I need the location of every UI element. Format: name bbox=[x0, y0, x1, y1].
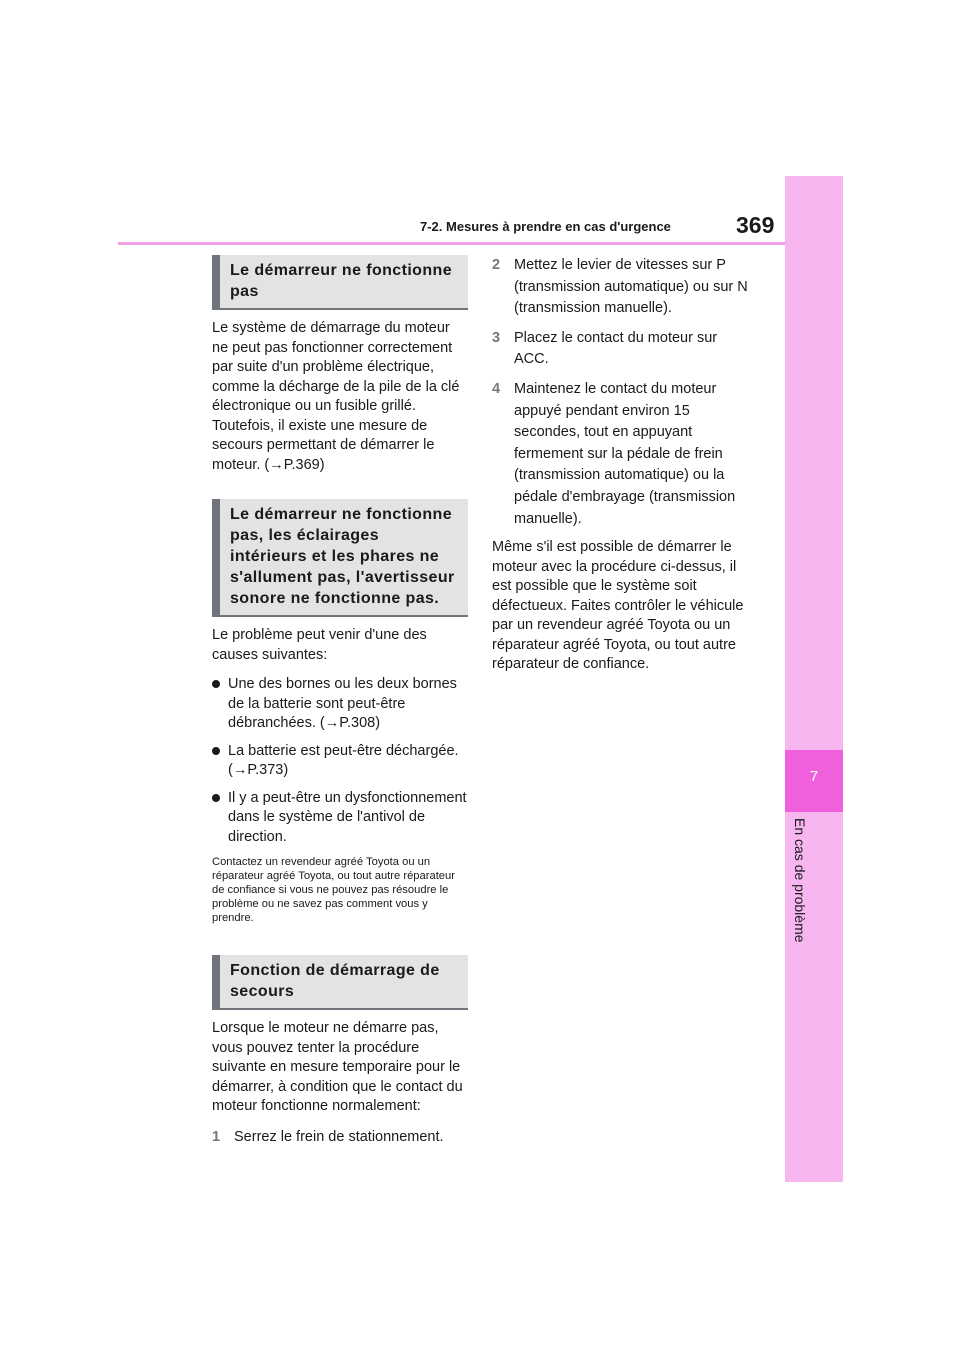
step-text: Mettez le levier de vitesses sur P (transmission automatique) ou sur N (transmission manuelle). bbox=[514, 257, 748, 317]
step-text: Placez le contact du moteur sur ACC. bbox=[514, 329, 718, 368]
chapter-side-tab bbox=[785, 176, 843, 1182]
list-item bbox=[212, 675, 468, 734]
step-text: Serrez le frein de stationnement. bbox=[234, 1128, 444, 1145]
step-number: 2 bbox=[492, 257, 501, 273]
bullet-icon bbox=[212, 794, 220, 802]
chapter-title: En cas de problème bbox=[792, 818, 808, 943]
heading-starter-not-working: Le démarreur ne fonctionne pas bbox=[212, 255, 468, 310]
causes-intro: Le problème peut venir d'une des causes suivantes: bbox=[212, 627, 427, 663]
step-text: Maintenez le contact du moteur appuyé pendant environ 15 secondes, tout en appuyant fermement sur la pédale de frein (transmission automatique) ou la pédale d'embrayage (transmission manuelle). bbox=[514, 380, 736, 527]
starter-problem-text: Le système de démarrage du moteur ne peut pas fonctionner correctement par suite d'un problème électrique, comme la décharge de la pile de la clé électronique ou un fusible grillé. Toutefois, il existe une mesure de secours permettant de démarrer le moteur. (→P.369) bbox=[212, 320, 460, 473]
step-number: 3 bbox=[492, 329, 501, 346]
list-item bbox=[212, 742, 468, 781]
list-item bbox=[212, 789, 468, 848]
heading-no-power: Le démarreur ne fonctionne pas, les éclairages intérieurs et les phares ne s'allument pas, l'avertisseur sonore ne fonctionne pas. bbox=[212, 499, 468, 617]
step-number: 4 bbox=[492, 380, 501, 397]
steps-list-left bbox=[212, 1127, 468, 1149]
causes-list bbox=[212, 675, 468, 847]
steps-list-right bbox=[492, 255, 754, 530]
right-column bbox=[492, 255, 754, 685]
left-column bbox=[212, 255, 468, 1156]
closing-paragraph: Même s'il est possible de démarrer le moteur avec la procédure ci-dessus, il est possible que le système soit défectueux. Faites contrôler le véhicule par un revendeur agréé Toyota ou un réparateur agréé Toyota, ou tout autre réparateur de confiance. bbox=[492, 539, 744, 673]
step-item bbox=[492, 328, 754, 371]
dealer-note: Contactez un revendeur agréé Toyota ou un réparateur agréé Toyota, ou tout autre réparateur de confiance si vous ne pouvez pas résoudre le problème ou ne savez pas comment vous y prendre. bbox=[212, 856, 455, 924]
page-number: 369 bbox=[736, 212, 775, 238]
emergency-intro: Lorsque le moteur ne démarre pas, vous pouvez tenter la procédure suivante en mesure temporaire pour le démarrer, à condition que le contact du moteur fonctionne normalement: bbox=[212, 1020, 463, 1114]
list-item-text: Il y a peut-être un dysfonctionnement dans le système de l'antivol de direction. bbox=[228, 789, 467, 845]
header-rule bbox=[118, 242, 785, 245]
heading-emergency-start: Fonction de démarrage de secours bbox=[212, 955, 468, 1010]
bullet-icon bbox=[212, 680, 220, 688]
step-item bbox=[492, 379, 754, 530]
section-title: 7-2. Mesures à prendre en cas d'urgence bbox=[420, 219, 671, 234]
step-number: 1 bbox=[212, 1128, 221, 1145]
list-item-text: Une des bornes ou les deux bornes de la batterie sont peut-être débranchées. (→P.308) bbox=[228, 676, 457, 731]
chapter-number: 7 bbox=[809, 768, 819, 785]
list-item-text: La batterie est peut-être déchargée. (→P.373) bbox=[228, 742, 459, 778]
step-item bbox=[212, 1127, 468, 1149]
bullet-icon bbox=[212, 747, 220, 755]
step-item bbox=[492, 255, 754, 320]
